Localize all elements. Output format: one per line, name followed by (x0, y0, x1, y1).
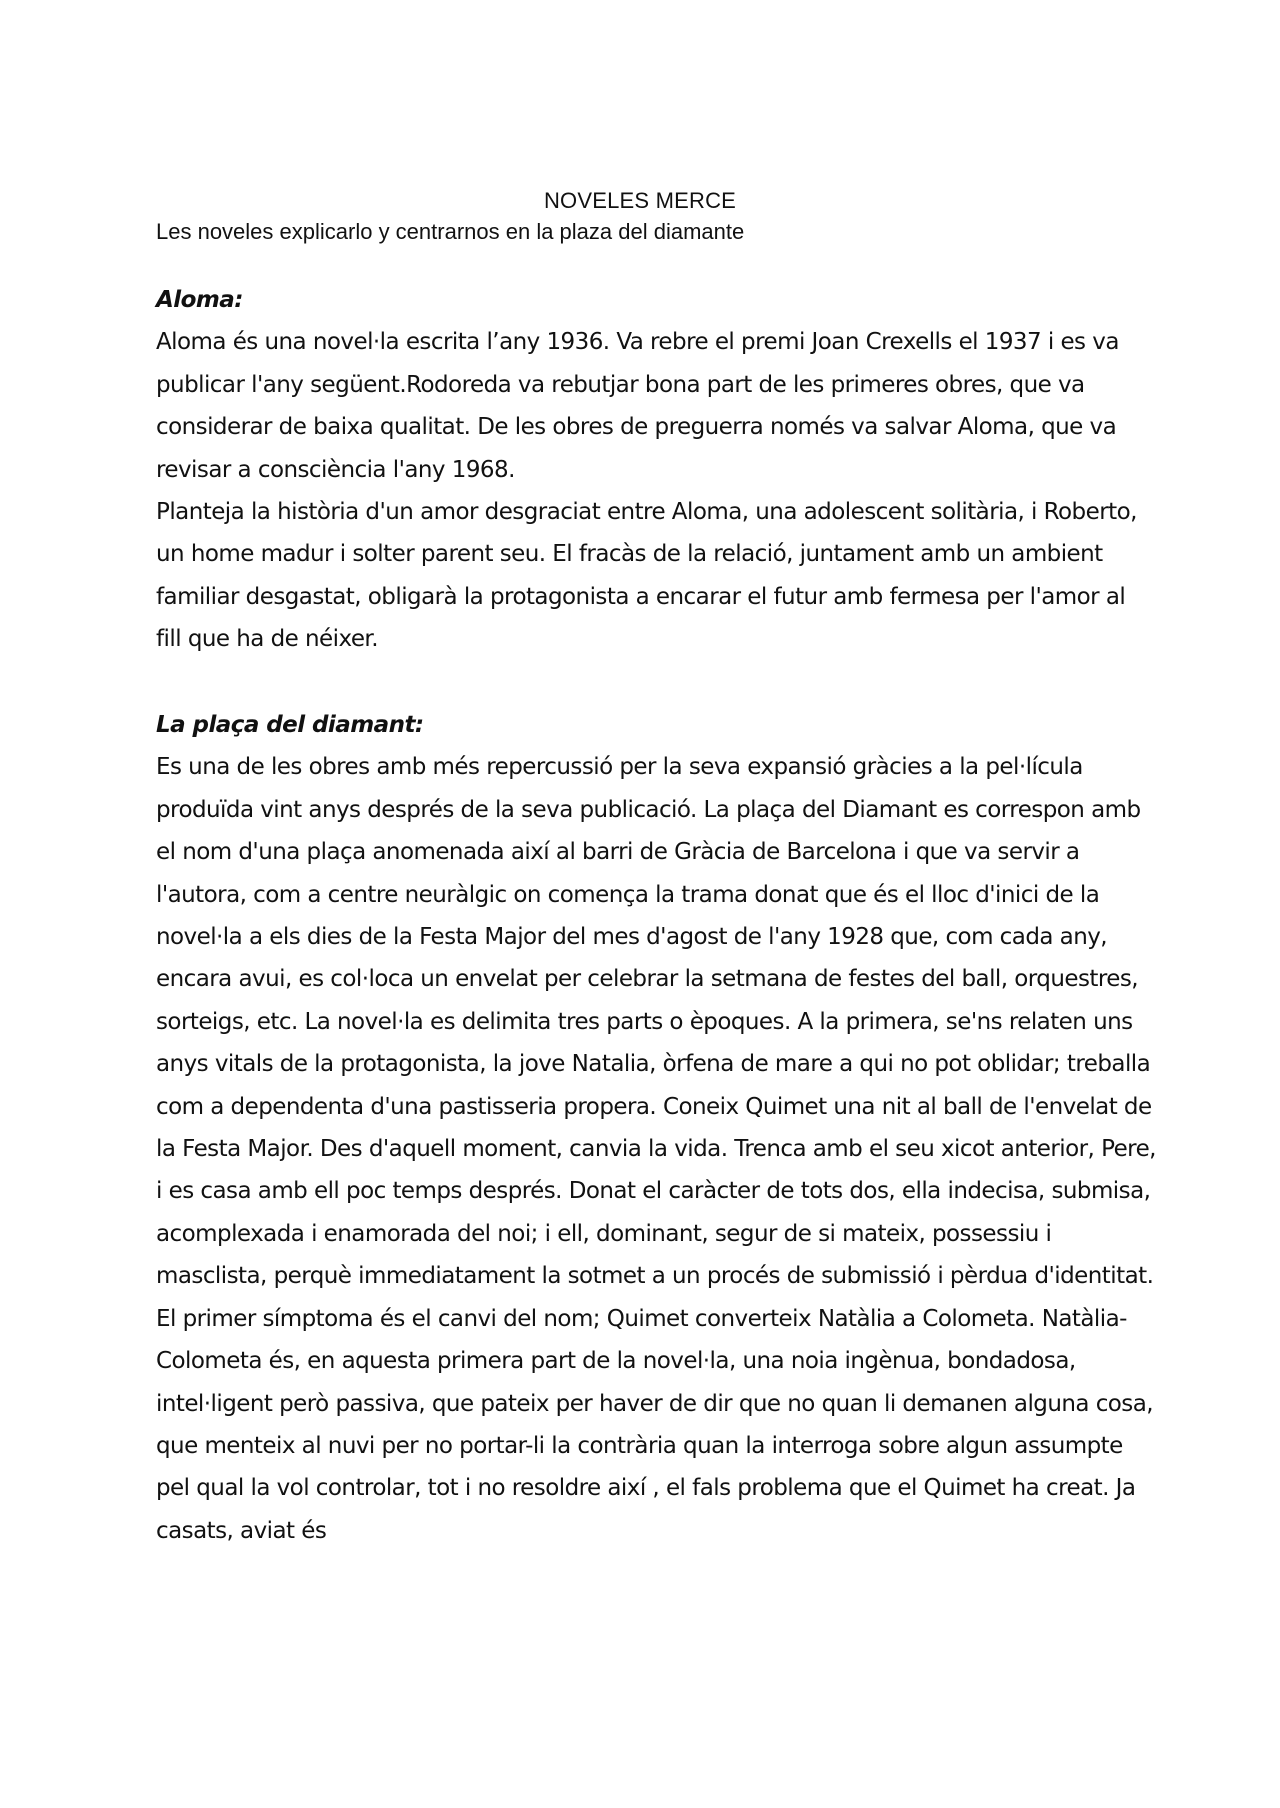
aloma-paragraph-2: Planteja la història d'un amor desgraciat entre Aloma, una adolescent solitària, i Roberto, un home madur i solter parent seu. El fracàs de la relació, juntament amb un ambient familiar desgastat, obligarà la protagonista a encarar el futur amb fermesa per l'amor al fill que ha de néixer. (156, 499, 1137, 653)
section-placa-del-diamant (156, 704, 1156, 1552)
section-heading-placa-del-diamant: La plaça del diamant: (156, 712, 424, 738)
placa-paragraph-1: Es una de les obres amb més repercussió per la seva expansió gràcies a la pel·lícula produïda vint anys després de la seva publicació. La plaça del Diamant es correspon amb el nom d'una plaça anomenada així al barri de Gràcia de Barcelona i que va servir a l'autora, com a centre neuràlgic on comença la trama donat que és el lloc d'inici de la novel·la a els dies de la Festa Major del mes d'agost de l'any 1928 que, com cada any, encara avui, es col·loca un envelat per celebrar la setmana de festes del ball, orquestres, sorteigs, etc. La novel·la es delimita tres parts o èpoques. A la primera, se'ns relaten uns anys vitals de la protagonista, la jove Natalia, òrfena de mare a qui no pot oblidar; treballa com a dependenta d'una pastisseria propera. Coneix Quimet una nit al ball de l'envelat de la Festa Major. Des d'aquell moment, canvia la vida. Trenca amb el seu xicot anterior, Pere, i es casa amb ell poc temps després. Donat el caràcter de tots dos, ella indecisa, submisa, acomplexada i enamorada del noi; i ell, dominant, segur de si mateix, possessiu i masclista, perquè immediatament la sotmet a un procés de submissió i pèrdua d'identitat. El primer símptoma és el canvi del nom; Quimet converteix Natàlia a Colometa. Natàlia-Colometa és, en aquesta primera part de la novel·la, una noia ingènua, bondadosa, intel·ligent però passiva, que pateix per haver de dir que no quan li demanen alguna cosa, que menteix al nuvi per no portar-li la contrària quan la interroga sobre algun assumpte pel qual la vol controlar, tot i no resoldre així , el fals problema que el Quimet ha creat. Ja casats, aviat és (156, 754, 1156, 1544)
section-aloma (156, 279, 1156, 661)
section-heading-aloma: Aloma: (156, 287, 243, 313)
document-subtitle: Les noveles explicarlo y centrarnos en la plaza del diamante (156, 219, 745, 244)
document-title: NOVELES MERCE (543, 188, 737, 213)
aloma-paragraph-1: Aloma és una novel·la escrita l’any 1936. Va rebre el premi Joan Crexells el 1937 i es va publicar l'any següent.Rodoreda va rebutjar bona part de les primeres obres, que va considerar de baixa qualitat. De les obres de preguerra només va salvar Aloma, que va revisar a consciència l'any 1968. (156, 329, 1119, 483)
